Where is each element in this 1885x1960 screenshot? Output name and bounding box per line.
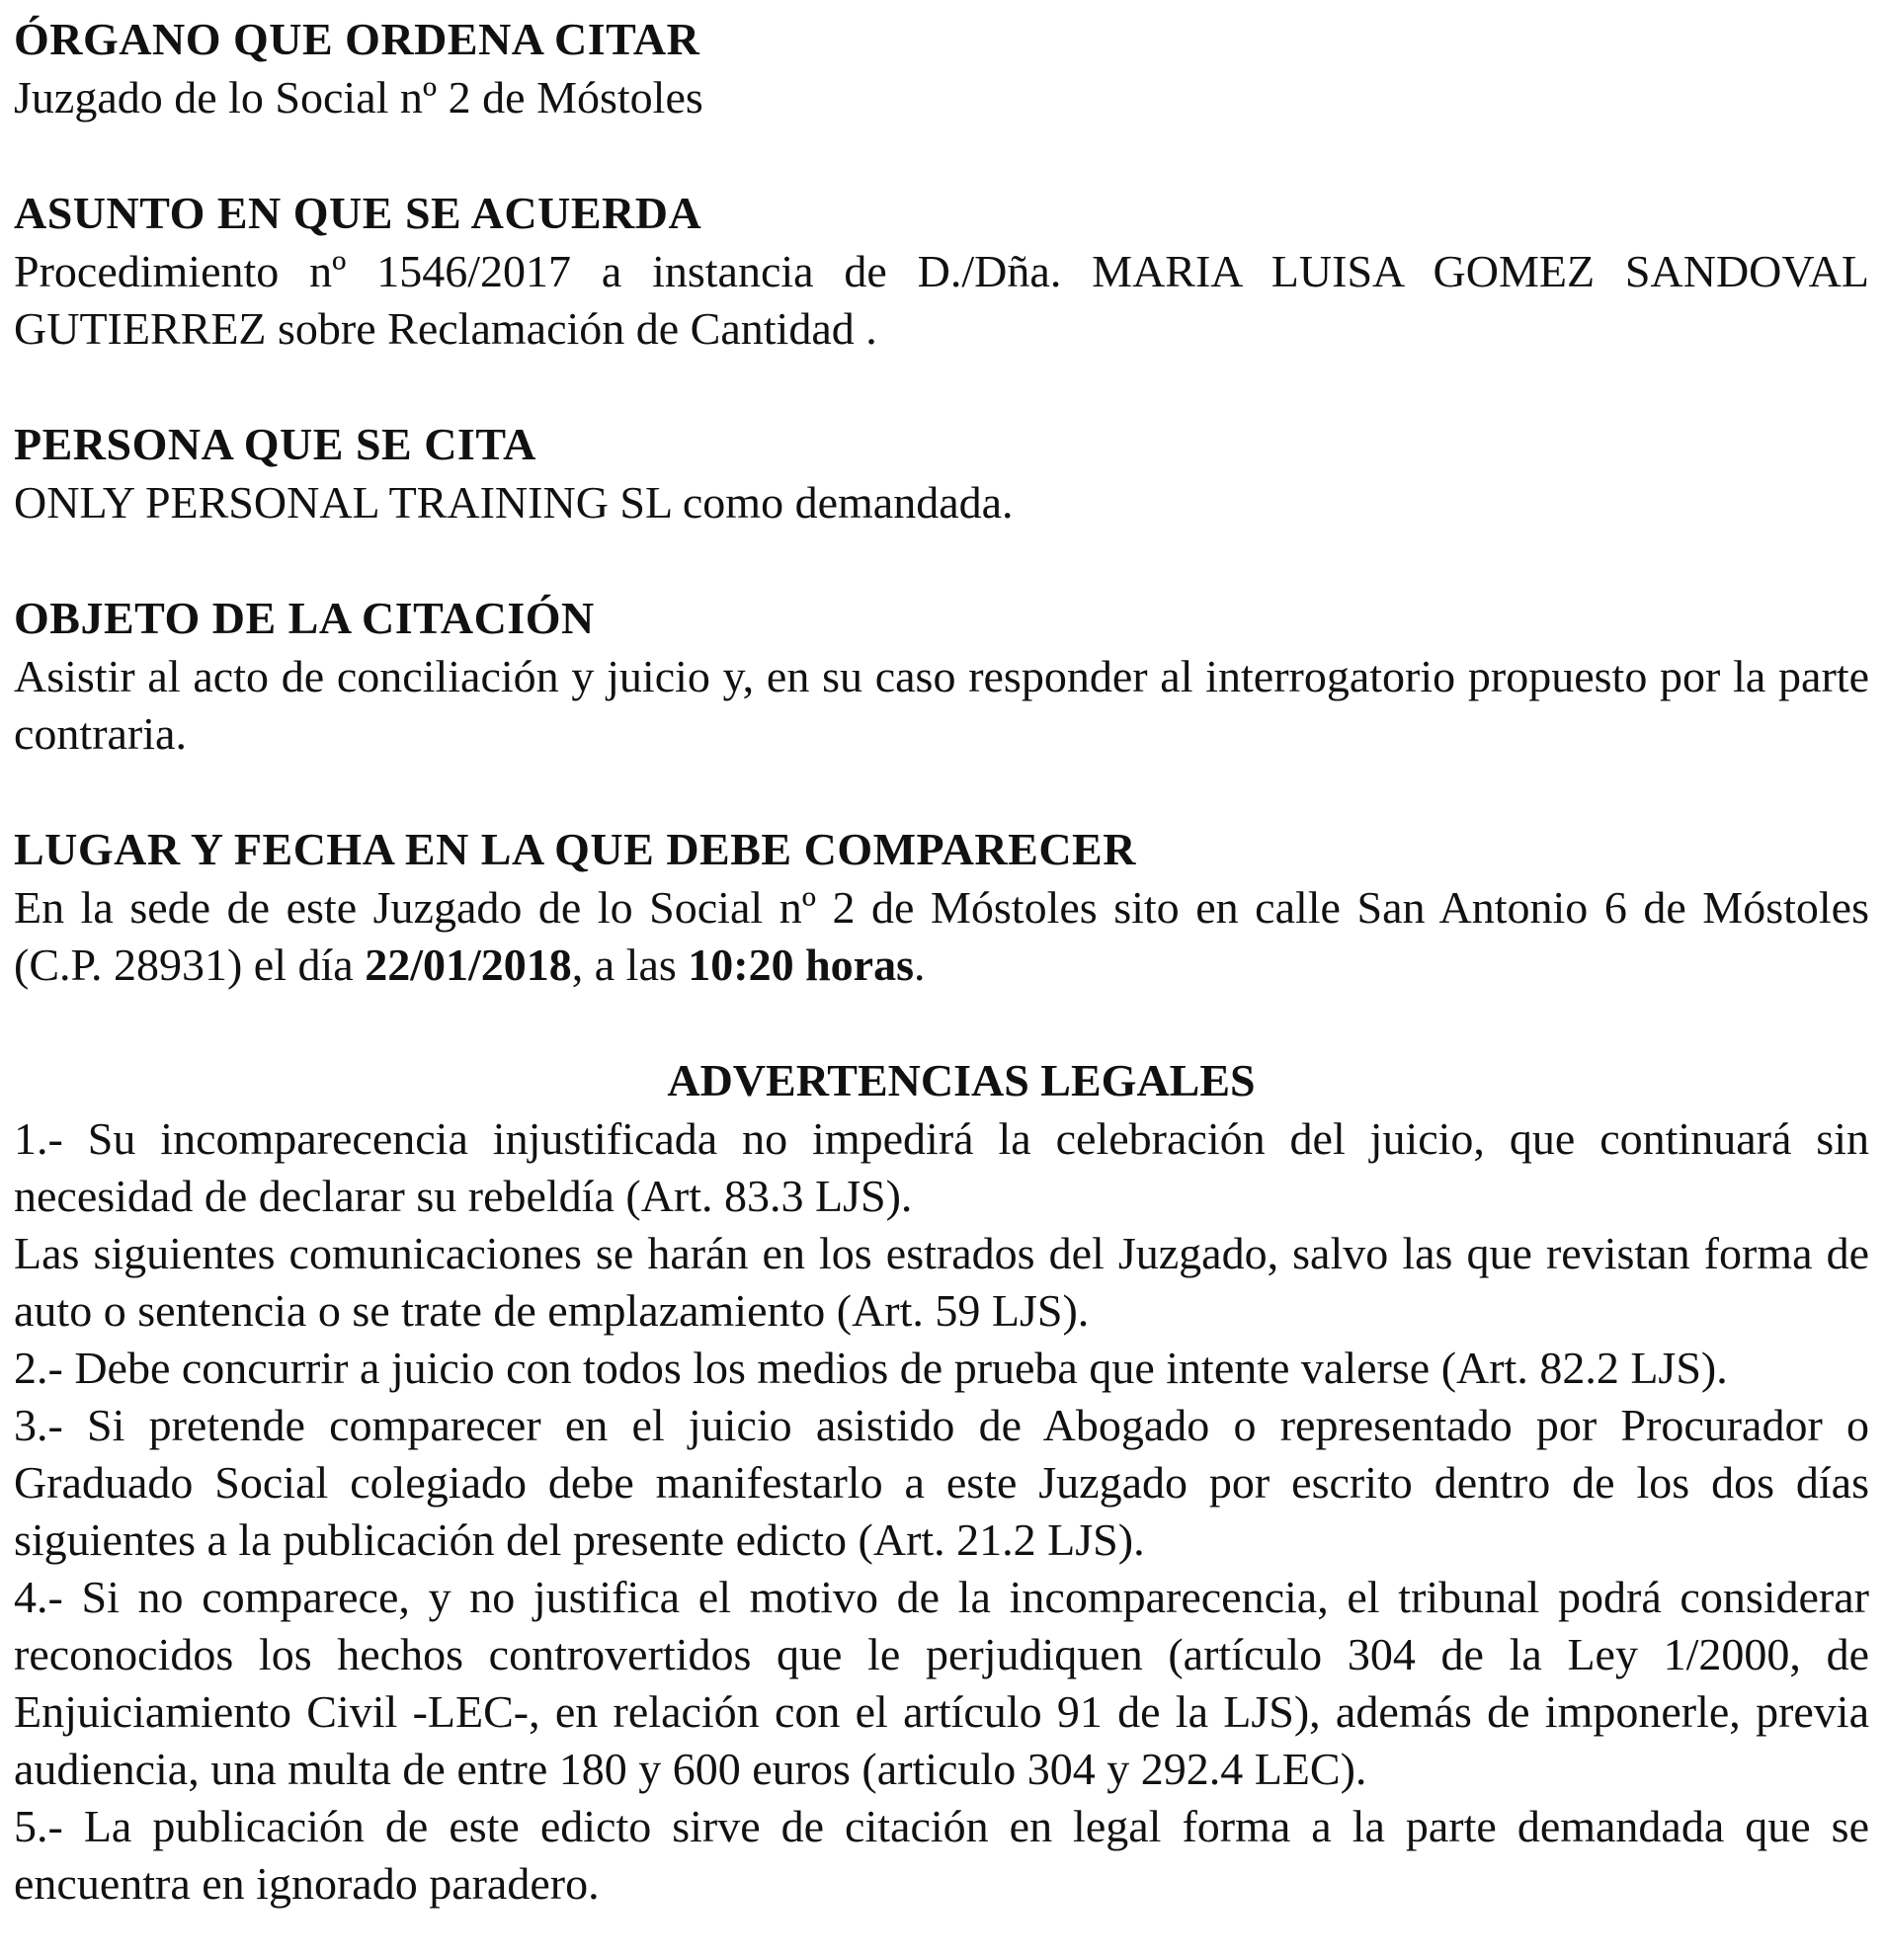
hearing-date: 22/01/2018: [365, 939, 572, 990]
section-asunto: [14, 184, 1869, 358]
persona-text: ONLY PERSONAL TRAINING SL como demandada.: [14, 477, 1014, 528]
section-lugar: [14, 820, 1869, 994]
advertencia-item: 5.- La publicación de este edicto sirve de citación en legal forma a la parte demandada que se encuentra en ignorado paradero.: [14, 1801, 1869, 1909]
organo-text: Juzgado de lo Social nº 2 de Móstoles: [14, 72, 703, 122]
objeto-text: Asistir al acto de conciliación y juicio y, en su caso responder al interrogatorio propuesto por la parte contraria.: [14, 651, 1869, 759]
lugar-text-middle: , a las: [571, 939, 689, 990]
advertencia-item: 2.- Debe concurrir a juicio con todos los medios de prueba que intente valerse (Art. 82.2 LJS).: [14, 1343, 1728, 1393]
lugar-text-after: .: [914, 939, 926, 990]
lugar-text-before: En la sede de este Juzgado de lo Social nº 2 de Móstoles sito en calle San Antonio 6 de Móstoles (C.P. 28931) el día: [14, 882, 1869, 990]
section-organo: [14, 10, 1869, 126]
section-advertencias: [14, 1051, 1869, 1913]
persona-heading: PERSONA QUE SE CITA: [14, 419, 536, 469]
advertencia-item: 4.- Si no comparece, y no justifica el motivo de la incomparecencia, el tribunal podrá considerar reconocidos los hechos controvertidos que le perjudiquen (artículo 304 de la Ley 1/2000, de Enjuiciamiento Civil -LEC-, en relación con el artículo 91 de la LJS), además de imponerle, previa audiencia, una multa de entre 180 y 600 euros (articulo 304 y 292.4 LEC).: [14, 1572, 1869, 1794]
advertencias-heading: ADVERTENCIAS LEGALES: [667, 1055, 1256, 1105]
hearing-time: 10:20 horas: [688, 939, 915, 990]
lugar-text: [14, 879, 1869, 994]
section-persona: [14, 415, 1869, 531]
organo-heading: ÓRGANO QUE ORDENA CITAR: [14, 14, 700, 64]
objeto-heading: OBJETO DE LA CITACIÓN: [14, 593, 595, 643]
document-page: [14, 10, 1869, 1913]
asunto-heading: ASUNTO EN QUE SE ACUERDA: [14, 188, 702, 238]
lugar-heading: LUGAR Y FECHA EN LA QUE DEBE COMPARECER: [14, 824, 1136, 874]
advertencia-item: Las siguientes comunicaciones se harán en los estrados del Juzgado, salvo las que revistan forma de auto o sentencia o se trate de emplazamiento (Art. 59 LJS).: [14, 1228, 1869, 1336]
advertencia-item: 1.- Su incomparecencia injustificada no impedirá la celebración del juicio, que continuará sin necesidad de declarar su rebeldía (Art. 83.3 LJS).: [14, 1113, 1869, 1221]
advertencia-item: 3.- Si pretende comparecer en el juicio asistido de Abogado o representado por Procurador o Graduado Social colegiado debe manifestarlo a este Juzgado por escrito dentro de los dos días siguientes a la publicación del presente edicto (Art. 21.2 LJS).: [14, 1400, 1869, 1565]
section-objeto: [14, 589, 1869, 763]
asunto-text: Procedimiento nº 1546/2017 a instancia de D./Dña. MARIA LUISA GOMEZ SANDOVAL GUTIERREZ sobre Reclamación de Cantidad .: [14, 246, 1869, 354]
